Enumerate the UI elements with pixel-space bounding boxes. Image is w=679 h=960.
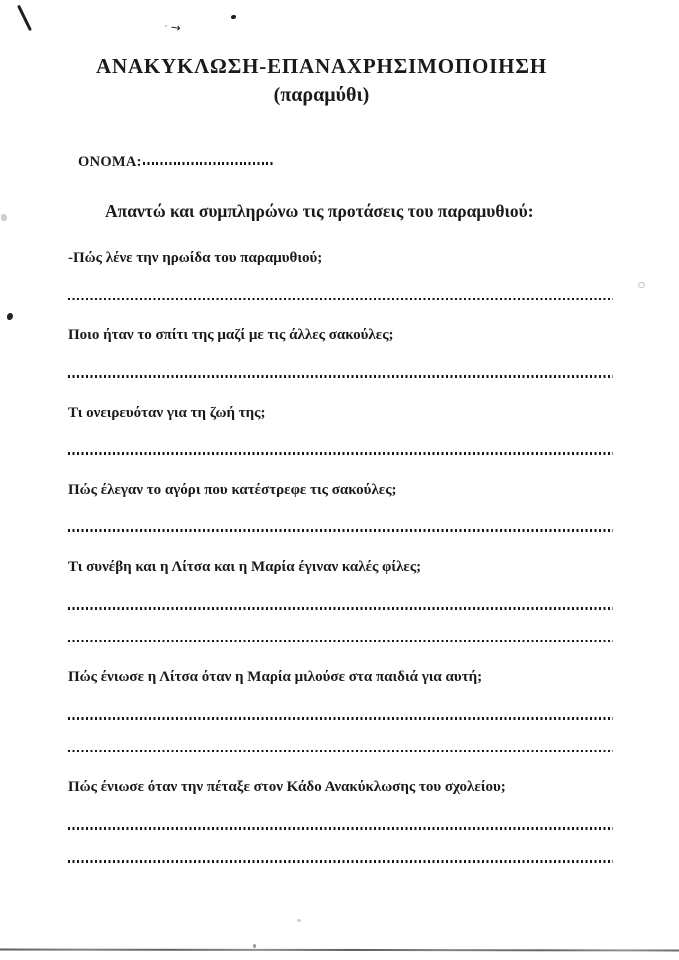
answer-line xyxy=(68,529,613,532)
answer-line xyxy=(68,298,613,301)
question-block xyxy=(68,249,613,300)
answer-line xyxy=(68,827,613,830)
question-text: -Πώς λένε την ηρωίδα του παραμυθιού; xyxy=(68,250,323,267)
answer-line xyxy=(68,750,613,753)
answer-line xyxy=(68,640,613,643)
question-block xyxy=(68,481,613,532)
scan-speck xyxy=(638,282,645,288)
scan-speck xyxy=(297,919,301,922)
scan-speck xyxy=(1,214,7,221)
name-label: ΟΝΟΜΑ: xyxy=(78,154,142,171)
answer-line xyxy=(68,717,613,720)
question-block xyxy=(68,668,613,752)
answer-line xyxy=(68,607,613,610)
question-block xyxy=(68,326,613,377)
worksheet-content xyxy=(68,0,613,863)
pen-stroke-mark xyxy=(17,5,32,31)
question-block xyxy=(68,778,613,862)
question-text: Τι ονειρευόταν για τη ζωή της; xyxy=(68,404,266,421)
title-block xyxy=(68,54,575,107)
question-text: Πώς ένιωσε όταν την πέταξε στον Κάδο Ανακύκλωσης του σχολείου; xyxy=(68,779,506,796)
page-subtitle: (παραμύθι) xyxy=(273,84,370,107)
scan-edge-line xyxy=(0,949,679,952)
answer-line xyxy=(68,860,613,863)
answer-line xyxy=(68,375,613,378)
arrow-scribble-mark: · → xyxy=(163,19,182,35)
scan-speck xyxy=(253,944,256,948)
question-block xyxy=(68,404,613,455)
question-text: Πώς ένιωσε η Λίτσα όταν η Μαρία μιλούσε στα παιδιά για αυτή; xyxy=(68,669,483,686)
question-text: Ποιο ήταν το σπίτι της μαζί με τις άλλες σακούλες; xyxy=(68,327,394,344)
question-block xyxy=(68,558,613,642)
question-text: Πώς έλεγαν το αγόρι που κατέστρεφε τις σακούλες; xyxy=(68,481,397,498)
scan-speck xyxy=(7,313,13,320)
page-title: ΑΝΑΚΥΚΛΩΣΗ-ΕΠΑΝΑΧΡΗΣΙΜΟΠΟΙΗΣΗ xyxy=(96,54,547,78)
question-text: Τι συνέβη και η Λίτσα και η Μαρία έγιναν καλές φίλες; xyxy=(68,559,422,576)
answer-line xyxy=(68,452,613,455)
instruction-text: Απαντώ και συμπληρώνω τις προτάσεις του παραμυθιού: xyxy=(105,201,534,222)
name-field-row xyxy=(78,154,613,171)
name-blank-line xyxy=(143,162,273,165)
